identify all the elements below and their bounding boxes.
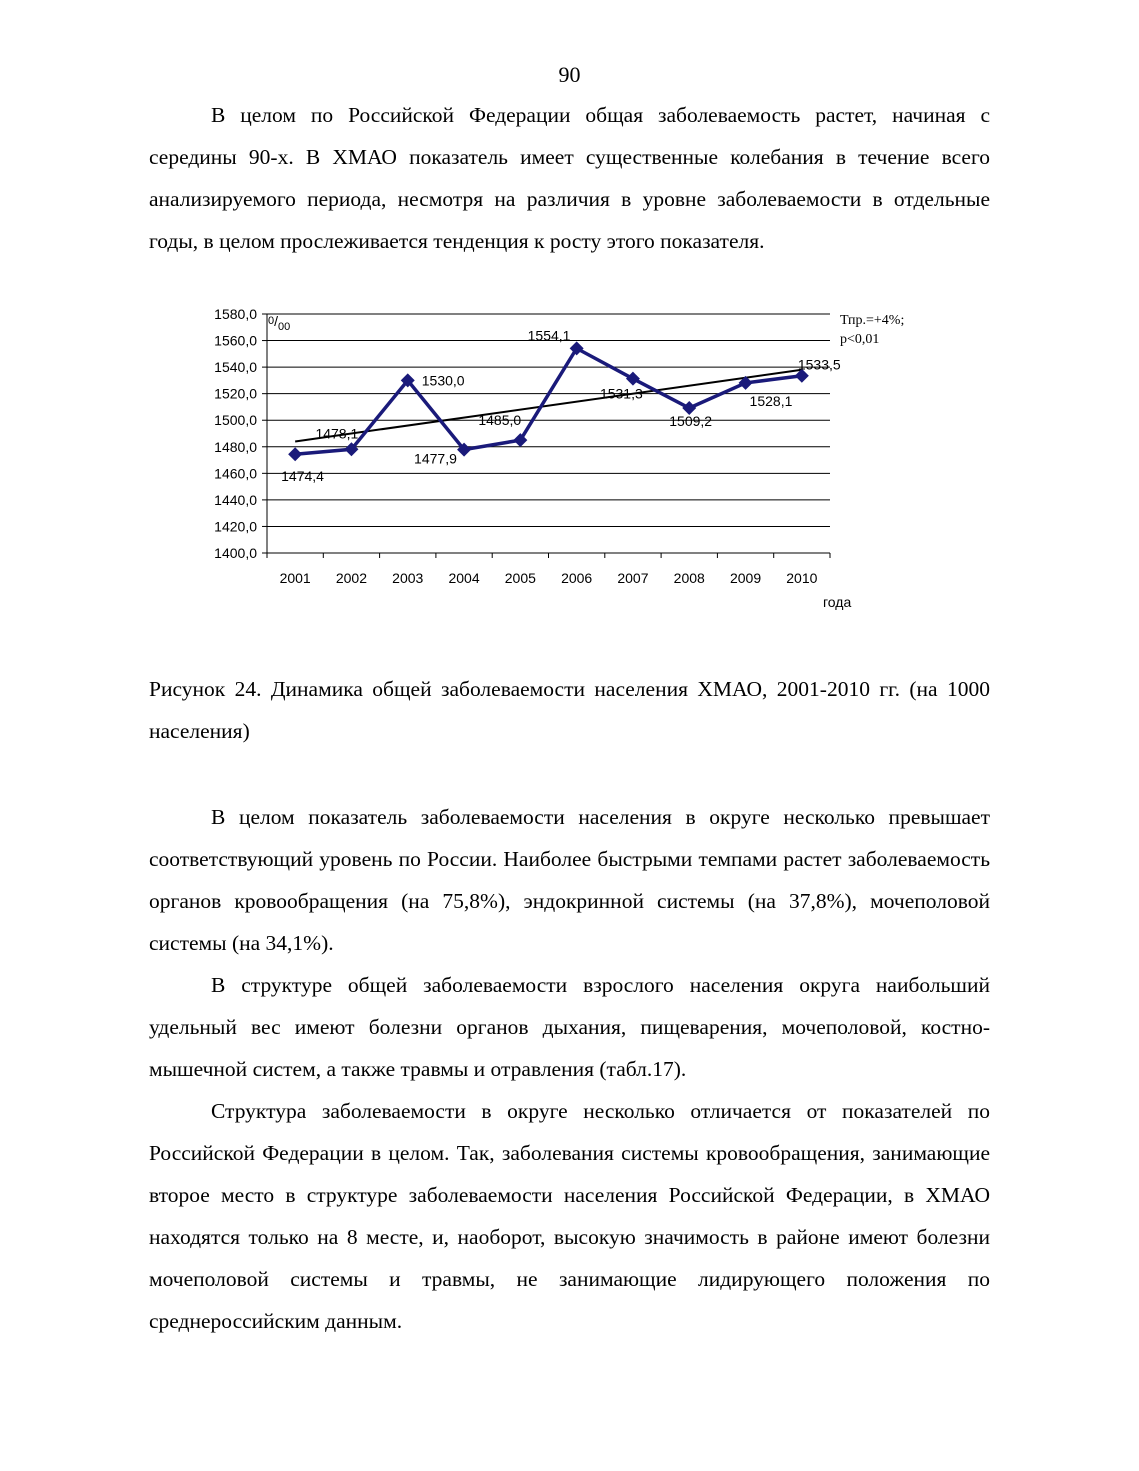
data-label: 1528,1 <box>749 392 793 409</box>
data-label: 1477,9 <box>414 450 457 467</box>
trend-annotation-1: Тпр.=+4%; <box>840 313 905 328</box>
unit-superscript: 0 <box>268 315 275 327</box>
unit-subscript: 00 <box>278 321 291 333</box>
y-tick-labels <box>214 306 257 561</box>
x-tick-label: 2009 <box>729 570 762 586</box>
data-label: 1554,1 <box>527 327 571 344</box>
data-label: 1531,3 <box>599 385 643 402</box>
data-point-marker <box>626 372 640 386</box>
y-tick-label: 1500,0 <box>214 412 257 429</box>
y-tick-label: 1480,0 <box>214 438 257 455</box>
x-tick-label: 2010 <box>786 570 818 586</box>
x-tick-labels <box>280 570 818 586</box>
x-tick-label: 2004 <box>448 570 480 586</box>
y-tick-label: 1540,0 <box>214 359 257 376</box>
unit-label <box>268 313 290 333</box>
x-tick-label: 2007 <box>617 570 649 586</box>
x-tick-label: 2002 <box>335 570 368 586</box>
series-group <box>288 341 809 461</box>
data-label: 1530,0 <box>421 372 465 389</box>
y-tick-label: 1420,0 <box>214 518 257 535</box>
y-tick-label: 1460,0 <box>214 465 257 482</box>
y-tick-label: 1400,0 <box>214 545 257 561</box>
page-number: 90 <box>558 62 581 87</box>
x-axis-label: года <box>823 594 852 610</box>
data-point-marker <box>288 447 302 461</box>
paragraph-2: В целом показатель заболеваемости населения в округе несколько превышает соответствующий уровень по России. Наиболее быстрыми темпами растет заболеваемость органов кровообращения (на 75,8%), эндокринной системы (на 37,8%), мочеполовой системы (на 34,1%). <box>149 805 990 955</box>
trend-line <box>295 370 802 442</box>
data-label: 1485,0 <box>478 412 522 429</box>
paragraph-3: В структуре общей заболеваемости взрослого населения округа наибольший удельный вес имеют болезни органов дыхания, пищеварения, мочеполовой, костно-мышечной систем, а также травмы и отравления (табл.17). <box>149 973 990 1081</box>
y-tick-label: 1560,0 <box>214 332 257 349</box>
data-label: 1533,5 <box>797 356 841 373</box>
data-label: 1478,1 <box>315 425 359 442</box>
x-tick-label: 2005 <box>504 570 536 586</box>
y-tick-label: 1580,0 <box>214 306 257 322</box>
y-tick-label: 1440,0 <box>214 491 257 508</box>
paragraph-1: В целом по Российской Федерации общая заболеваемость растет, начиная с середины 90-х. В ХМАО показатель имеет существенные колебания в течение всего анализируемого периода, несмотря на различия в уровне заболеваемости в отдельные годы, в целом прослеживается тенденция к росту этого показателя. <box>149 103 990 253</box>
x-tick-label: 2008 <box>673 570 705 586</box>
data-label: 1509,2 <box>669 413 713 430</box>
paragraph-4: Структура заболеваемости в округе несколько отличается от показателей по Российской Федерации в целом. Так, заболевания системы кровообращения, занимающие второе место в структуре заболеваемости населения Российской Федерации, в ХМАО находятся только на 8 месте, и, наоборот, высокую значимость в районе имеют болезни мочеполовой системы и травмы, не занимающие лидирующего положения по среднероссийским данным. <box>149 1099 990 1333</box>
figure-caption: Рисунок 24. Динамика общей заболеваемости населения ХМАО, 2001-2010 гг. (на 1000 населения) <box>149 677 990 743</box>
x-tick-label: 2006 <box>561 570 593 586</box>
y-tick-label: 1520,0 <box>214 385 257 402</box>
x-tick-label: 2001 <box>279 570 311 586</box>
data-label: 1474,4 <box>281 468 324 485</box>
series-line <box>295 348 802 454</box>
line-chart <box>190 296 905 626</box>
x-tick-label: 2003 <box>392 570 424 586</box>
trend-annotation-2: p<0,01 <box>840 332 880 347</box>
unit-slash: / <box>274 313 279 329</box>
data-labels <box>281 327 841 484</box>
trend-line-group <box>295 370 802 442</box>
